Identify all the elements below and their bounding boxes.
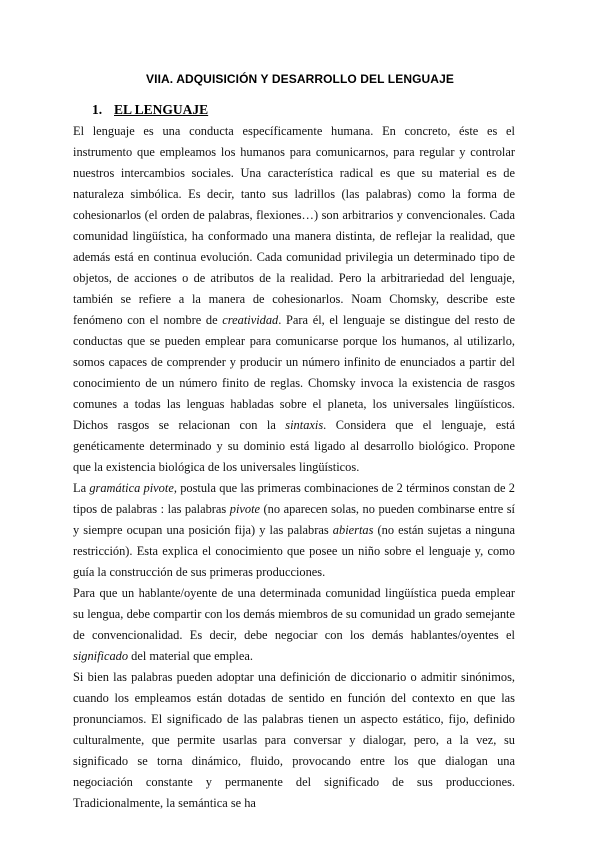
paragraph-2 xyxy=(73,478,515,583)
text-run: , postula que las primeras combinaciones de 2 términos constan de 2 tipos de palabras : las palabras xyxy=(73,481,515,516)
text-run: (no están sujetas a ninguna restricción). Esta explica el conocimiento que posee un niño sobre el lenguaje y, como guía la construcción de sus primeras producciones. xyxy=(73,523,515,579)
text-run: . Para él, el lenguaje se distingue del resto de conductas que se pueden emplear para comunicarse porque los humanos, al utilizarlo, somos capaces de comprender y producir un número infinito de enunciados a partir del conocimiento de un número finito de reglas. Chomsky invoca la existencia de rasgos comunes a todas las lenguas habladas sobre el planeta, los universales lingüísticos. Dichos rasgos se relacionan con la xyxy=(73,313,515,432)
paragraph-3 xyxy=(73,583,515,667)
text-run: (no aparecen solas, no pueden combinarse entre sí y siempre ocupan una posición fija) y las palabras xyxy=(73,502,515,537)
italic-term: sintaxis xyxy=(285,418,324,432)
italic-term: significado xyxy=(73,649,129,663)
text-run: La xyxy=(73,481,90,495)
italic-term: pivote xyxy=(229,502,261,516)
document-title: VIIA. ADQUISICIÓN Y DESARROLLO DEL LENGUAJE xyxy=(146,72,454,86)
text-run: . Considera que el lenguaje, está genéticamente determinado y su dominio está ligado al desarrollo biológico. Propone que la existencia biológica de los universales lingüísticos. xyxy=(73,418,515,474)
section-title: EL LENGUAJE xyxy=(114,102,209,117)
text-run: Para que un hablante/oyente de una determinada comunidad lingüística pueda emplear su lengua, debe compartir con los demás miembros de su comunidad un grado semejante de convencionalidad. Es decir, debe negociar con los demás hablantes/oyentes el xyxy=(73,586,515,642)
italic-term: creatividad xyxy=(222,313,279,327)
text-run: del material que emplea. xyxy=(128,649,253,663)
paragraph-4 xyxy=(73,667,515,814)
text-run: Si bien las palabras pueden adoptar una definición de diccionario o admitir sinónimos, cuando los empleamos están dotadas de sentido en función del contexto en que las pronunciamos. El significado de las palabras tienen un aspecto estático, fijo, definido culturalmente, que permite usarlas para conversar y dialogar, pero, a la vez, su significado se torna dinámico, fluido, provocando entre los que dialogan una negociación constante y permanente del significado de sus producciones. Tradicionalmente, la semántica se ha xyxy=(73,670,515,810)
italic-term: gramática pivote xyxy=(89,481,174,495)
section-number: 1. xyxy=(92,102,103,117)
body-text xyxy=(73,121,515,814)
section-heading xyxy=(92,102,208,118)
paragraph-1 xyxy=(73,121,515,478)
text-run: El lenguaje es una conducta específicamente humana. En concreto, éste es el instrumento que empleamos los humanos para comunicarnos, para regular y controlar nuestros intercambios sociales. Una característica radical es que su material es de naturaleza simbólica. Es decir, tanto sus ladrillos (las palabras) como la forma de cohesionarlos (el orden de palabras, flexiones…) son arbitrarios y convencionales. Cada comunidad lingüística, ha conformado una manera distinta, de reflejar la realidad, que además está en continua evolución. Cada comunidad privilegia un determinado tipo de objetos, de acciones o de atributos de la realidad. Pero la arbitrariedad del lenguaje, también se refiere a la manera de cohesionarlos. Noam Chomsky, describe este fenómeno con el nombre de xyxy=(73,124,515,327)
italic-term: abiertas xyxy=(332,523,374,537)
